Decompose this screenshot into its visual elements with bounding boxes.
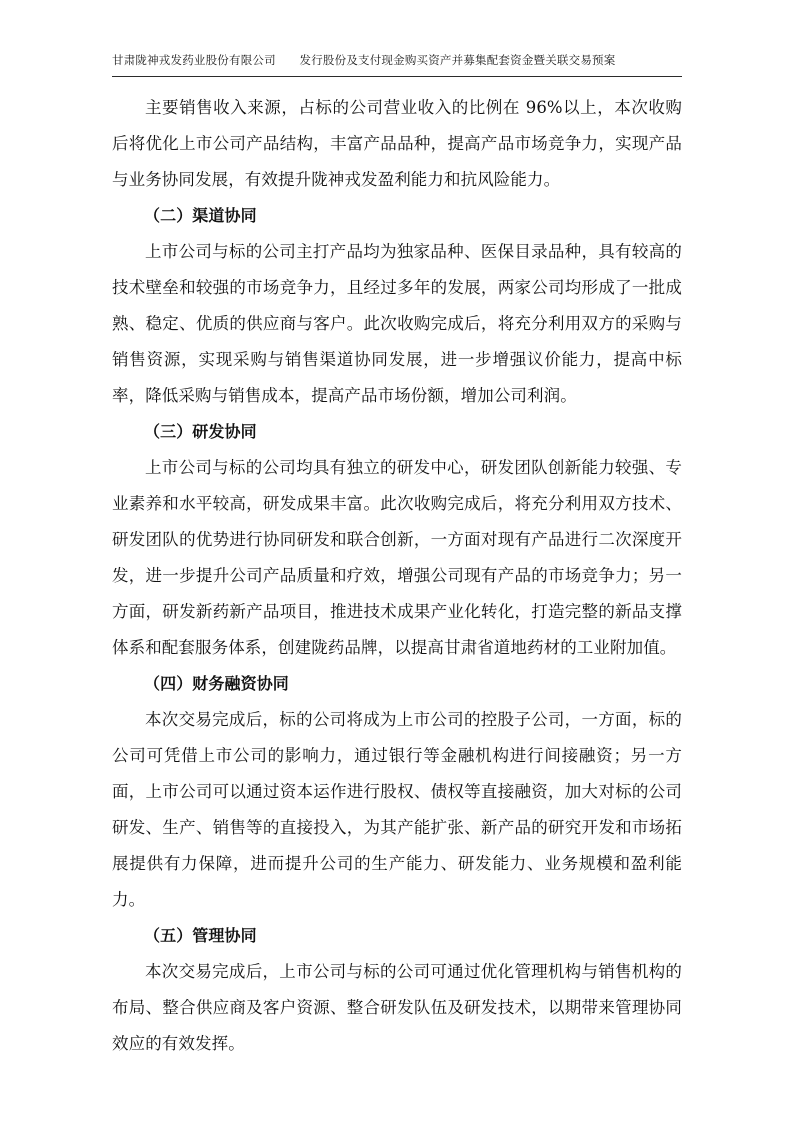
page-header <box>112 52 682 68</box>
paragraph-continued-revenue: 主要销售收入来源，占标的公司营业收入的比例在 96%以上，本次收购后将优化上市公司产品结构，丰富产品品种，提高产品市场竞争力，实现产品与业务协同发展，有效提升陇神戎发盈利能力和抗风险能力。 <box>112 98 682 189</box>
paragraph-rd-synergy: 上市公司与标的公司均具有独立的研发中心，研发团队创新能力较强、专业素养和水平较高，研发成果丰富。此次收购完成后，将充分利用双方技术、研发团队的优势进行协同研发和联合创新，一方面对现有产品进行二次深度开发，进一步提升公司产品质量和疗效，增强公司现有产品的市场竞争力；另一方面，研发新药新产品项目，推进技术成果产业化转化，打造完整的新品支撑体系和配套服务体系，创建陇药品牌，以提高甘肃省道地药材的工业附加值。 <box>112 458 682 657</box>
heading-channel-synergy: （二）渠道协同 <box>144 206 257 225</box>
paragraph-management-synergy: 本次交易完成后，上市公司与标的公司可通过优化管理机构与销售机构的布局、整合供应商及客户资源、整合研发队伍及研发技术，以期带来管理协同效应的有效发挥。 <box>112 962 682 1053</box>
header-document-title: 发行股份及支付现金购买资产并募集配套资金暨关联交易预案 <box>299 53 616 67</box>
header-divider <box>112 76 682 77</box>
paragraph-channel-synergy: 上市公司与标的公司主打产品均为独家品种、医保目录品种，具有较高的技术壁垒和较强的市场竞争力，且经过多年的发展，两家公司均形成了一批成熟、稳定、优质的供应商与客户。此次收购完成后，将充分利用双方的采购与销售资源，实现采购与销售渠道协同发展，进一步增强议价能力，提高中标率，降低采购与销售成本，提高产品市场份额，增加公司利润。 <box>112 242 682 405</box>
page-content-area <box>112 0 682 1122</box>
heading-management-synergy: （五）管理协同 <box>144 926 257 945</box>
document-body <box>112 90 682 1062</box>
header-company-name: 甘肃陇神戎发药业股份有限公司 <box>112 53 276 67</box>
heading-rd-synergy: （三）研发协同 <box>144 422 257 441</box>
paragraph-financing-synergy: 本次交易完成后，标的公司将成为上市公司的控股子公司，一方面，标的公司可凭借上市公司的影响力，通过银行等金融机构进行间接融资；另一方面，上市公司可以通过资本运作进行股权、债权等直接融资，加大对标的公司研发、生产、销售等的直接投入，为其产能扩张、新产品的研究开发和市场拓展提供有力保障，进而提升公司的生产能力、研发能力、业务规模和盈利能力。 <box>112 710 682 909</box>
heading-financing-synergy: （四）财务融资协同 <box>144 674 289 693</box>
